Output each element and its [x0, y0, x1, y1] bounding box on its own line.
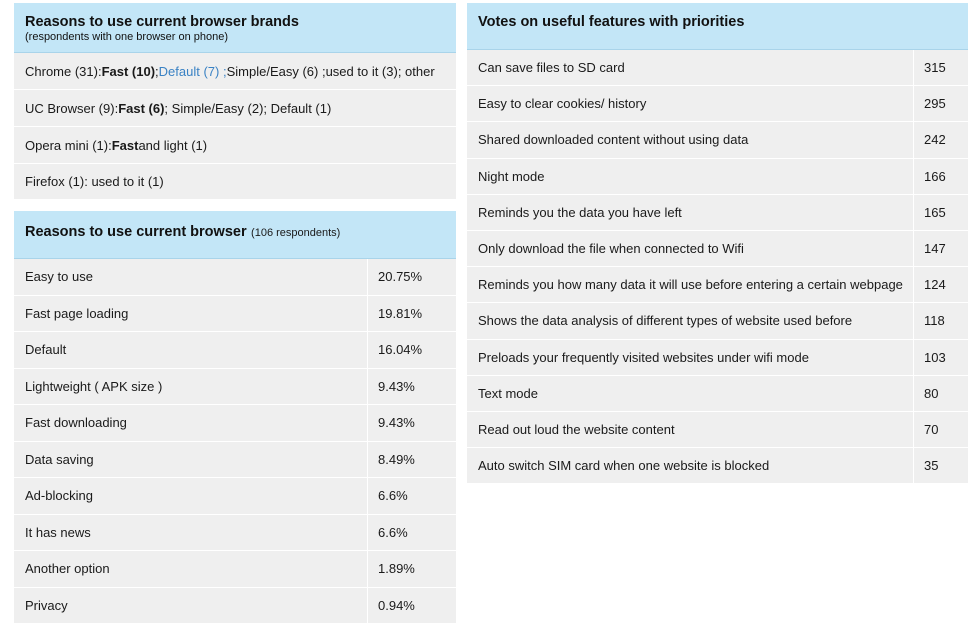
vote-row — [467, 231, 968, 267]
vote-row — [467, 376, 968, 412]
brand-fast: Fast (10) — [101, 63, 156, 79]
vote-row — [467, 340, 968, 376]
vote-row-label: Reminds you how many data it will use before entering a certain webpage — [478, 277, 903, 293]
reasons-panel — [14, 211, 456, 624]
reason-row — [14, 551, 456, 588]
reason-row — [14, 332, 456, 369]
vote-row — [467, 159, 968, 195]
vote-row-value: 242 — [913, 122, 968, 157]
brands-subtitle: (respondents with one browser on phone) — [25, 31, 229, 43]
vote-row — [467, 195, 968, 231]
reason-row-label: Data saving — [25, 451, 94, 467]
vote-row — [467, 303, 968, 339]
reason-row — [14, 296, 456, 333]
vote-row-label: Auto switch SIM card when one website is blocked — [478, 458, 770, 474]
vote-row-value: 165 — [913, 195, 968, 230]
reason-row-value: 9.43% — [367, 369, 456, 405]
brand-name: Chrome (31): — [25, 63, 102, 79]
reasons-table — [14, 259, 456, 624]
vote-row-value: 295 — [913, 86, 968, 121]
brands-panel — [14, 3, 456, 200]
brand-fast: Fast (6) — [118, 100, 165, 116]
reason-row-label: Fast downloading — [25, 415, 127, 431]
reason-row-value: 8.49% — [367, 442, 456, 478]
vote-row — [467, 122, 968, 158]
reason-row — [14, 405, 456, 442]
reason-row-label: Easy to use — [25, 269, 93, 285]
reason-row-label: Another option — [25, 561, 110, 577]
reason-row — [14, 259, 456, 296]
votes-table — [467, 50, 968, 484]
reason-row — [14, 588, 456, 625]
reasons-header — [14, 211, 456, 259]
vote-row — [467, 448, 968, 484]
vote-row-label: Preloads your frequently visited websites under wifi mode — [478, 349, 809, 365]
reason-row-value: 20.75% — [367, 259, 456, 295]
brand-fast: Fast — [111, 137, 139, 153]
reason-row-value: 0.94% — [367, 588, 456, 624]
reason-row-label: Fast page loading — [25, 305, 129, 321]
vote-row-label: Can save files to SD card — [478, 60, 625, 76]
reason-row-label: It has news — [25, 524, 91, 540]
vote-row-value: 166 — [913, 159, 968, 194]
reason-row-value: 6.6% — [367, 478, 456, 514]
reason-row-value: 19.81% — [367, 296, 456, 332]
vote-row — [467, 50, 968, 86]
reason-row-label: Privacy — [25, 597, 68, 613]
vote-row-value: 80 — [913, 376, 968, 411]
vote-row-label: Only download the file when connected to Wifi — [478, 241, 744, 257]
vote-row-label: Shows the data analysis of different types of website used before — [478, 313, 853, 329]
reason-row-value: 16.04% — [367, 332, 456, 368]
vote-row-label: Read out loud the website content — [478, 421, 675, 437]
vote-row-value: 103 — [913, 340, 968, 375]
brand-row-firefox — [14, 164, 456, 200]
brand-row-uc: UC Browser (9): Fast (6) ; Simple/Easy (2); Default (1) — [14, 90, 456, 127]
brand-default: Default (7) ; — [158, 63, 227, 79]
reason-row — [14, 515, 456, 552]
vote-row-label: Night mode — [478, 168, 545, 184]
vote-row-label: Text mode — [478, 385, 538, 401]
votes-panel — [467, 3, 968, 484]
vote-row-value: 147 — [913, 231, 968, 266]
reasons-title: Reasons to use current browser — [25, 224, 247, 240]
votes-title: Votes on useful features with priorities — [478, 14, 745, 30]
vote-row-value: 315 — [913, 50, 968, 85]
votes-header — [467, 3, 968, 50]
vote-row-label: Reminds you the data you have left — [478, 204, 682, 220]
reason-row-value: 9.43% — [367, 405, 456, 441]
vote-row-value: 70 — [913, 412, 968, 447]
brands-title: Reasons to use current browser brands — [25, 14, 299, 30]
brand-row-opera: Opera mini (1): Fast and light (1) — [14, 127, 456, 164]
reason-row-label: Default — [25, 342, 67, 358]
brand-row-chrome: Chrome (31): Fast (10) ; Default (7) ; Simple/Easy (6) ;used to it (3); other — [14, 53, 456, 90]
vote-row-value: 118 — [913, 303, 968, 338]
brand-name: Opera mini (1): — [25, 137, 112, 153]
brand-name: UC Browser (9): — [25, 100, 119, 116]
vote-row — [467, 267, 968, 303]
vote-row — [467, 412, 968, 448]
vote-row — [467, 86, 968, 122]
brands-header — [14, 3, 456, 53]
brand-name: Firefox (1): used to it (1) — [25, 174, 164, 189]
vote-row-label: Easy to clear cookies/ history — [478, 96, 647, 112]
reason-row-value: 1.89% — [367, 551, 456, 587]
reason-row-value: 6.6% — [367, 515, 456, 551]
reason-row — [14, 369, 456, 406]
reasons-respondents: (106 respondents) — [251, 227, 341, 239]
vote-row-value: 124 — [913, 267, 968, 302]
reason-row-label: Lightweight ( APK size ) — [25, 378, 163, 394]
reason-row — [14, 478, 456, 515]
vote-row-label: Shared downloaded content without using data — [478, 132, 749, 148]
reason-row-label: Ad-blocking — [25, 488, 93, 504]
reason-row — [14, 442, 456, 479]
vote-row-value: 35 — [913, 448, 968, 483]
